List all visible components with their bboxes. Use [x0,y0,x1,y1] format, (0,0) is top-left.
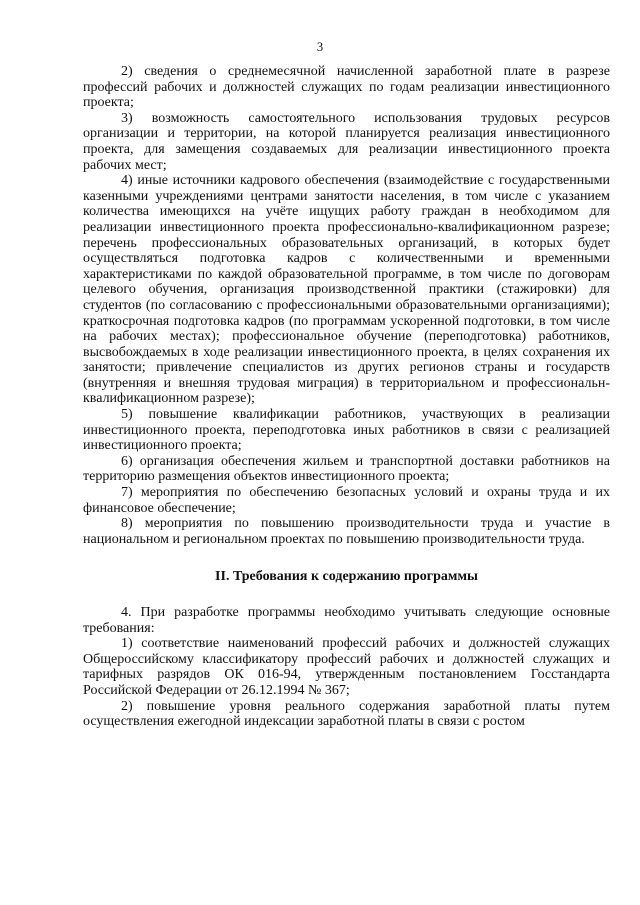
paragraph-clause-4: 4. При разработке программы необходимо учитывать следующие основные требования: [83,605,610,636]
paragraph-item-6: 6) организация обеспечения жильем и транспортной доставки работников на территорию размещения объектов инвестиционного проекта; [83,453,610,485]
document-body [83,64,610,730]
page-number: 3 [316,40,324,54]
paragraph-item-2: 2) сведения о среднемесячной начисленной заработной плате в разрезе профессий рабочих и должностей служащих по годам реализации инвестиционного проекта; [83,64,610,111]
paragraph-item-7: 7) мероприятия по обеспечению безопасных условий и охраны труда и их финансовое обеспечение; [83,485,610,516]
paragraph-item-5: 5) повышение квалификации работников, участвующих в реализации инвестиционного проекта, переподготовка иных работников в связи с реализацией инвестиционного проекта; [83,407,610,454]
paragraph-item-4: 4) иные источники кадрового обеспечения (взаимодействие с государственными казенными учреждениями центрами занятости населения, в том числе с указанием количества имеющихся на учёте ищущих работу граждан в необходимом для реализации инвестиционного проекта профессионально-квалификационном разрезе; перечень профессиональных образовательных организаций, в которых будет осуществляться подготовка кадров с количественными и временными характеристиками по каждой образовательной программе, в том числе по договорам целевого обучения, организация производственной практики (стажировки) для студентов (по согласованию с профессиональными образовательными организациями); краткосрочная подготовка кадров (по программам ускоренной подготовки, в том числе на рабочих местах); профессиональное обучение (переподготовка) работников, высвобождаемых в ходе реализации инвестиционного проекта, в целях сохранения их занятости; привлечение специалистов из других регионов страны и государств (внутренняя и внешняя трудовая миграция) в территориальном и профессиональн-квалификационном разрезе); [83,173,610,407]
section-heading: II. Требования к содержанию программы [215,569,478,585]
paragraph-requirement-2: 2) повышение уровня реального содержания заработной платы путем осуществления ежегодной индексации заработной платы в связи с ростом [83,698,610,730]
paragraph-item-3: 3) возможность самостоятельного использования трудовых ресурсов организации и территории, на которой планируется реализация инвестиционного проекта, для замещения создаваемых для реализации инвестиционного проекта рабочих мест; [83,110,610,173]
paragraph-requirement-1: 1) соответствие наименований профессий рабочих и должностей служащих Общероссийскому классификатору профессий рабочих и должностей служащих и тарифных разрядов ОК 016-94, утвержденным постановлением Госстандарта Российской Федерации от 26.12.1994 № 367; [83,636,610,698]
paragraph-item-8: 8) мероприятия по повышению производительности труда и участие в национальном и региональном проектах по повышению производительности труда. [83,516,610,547]
